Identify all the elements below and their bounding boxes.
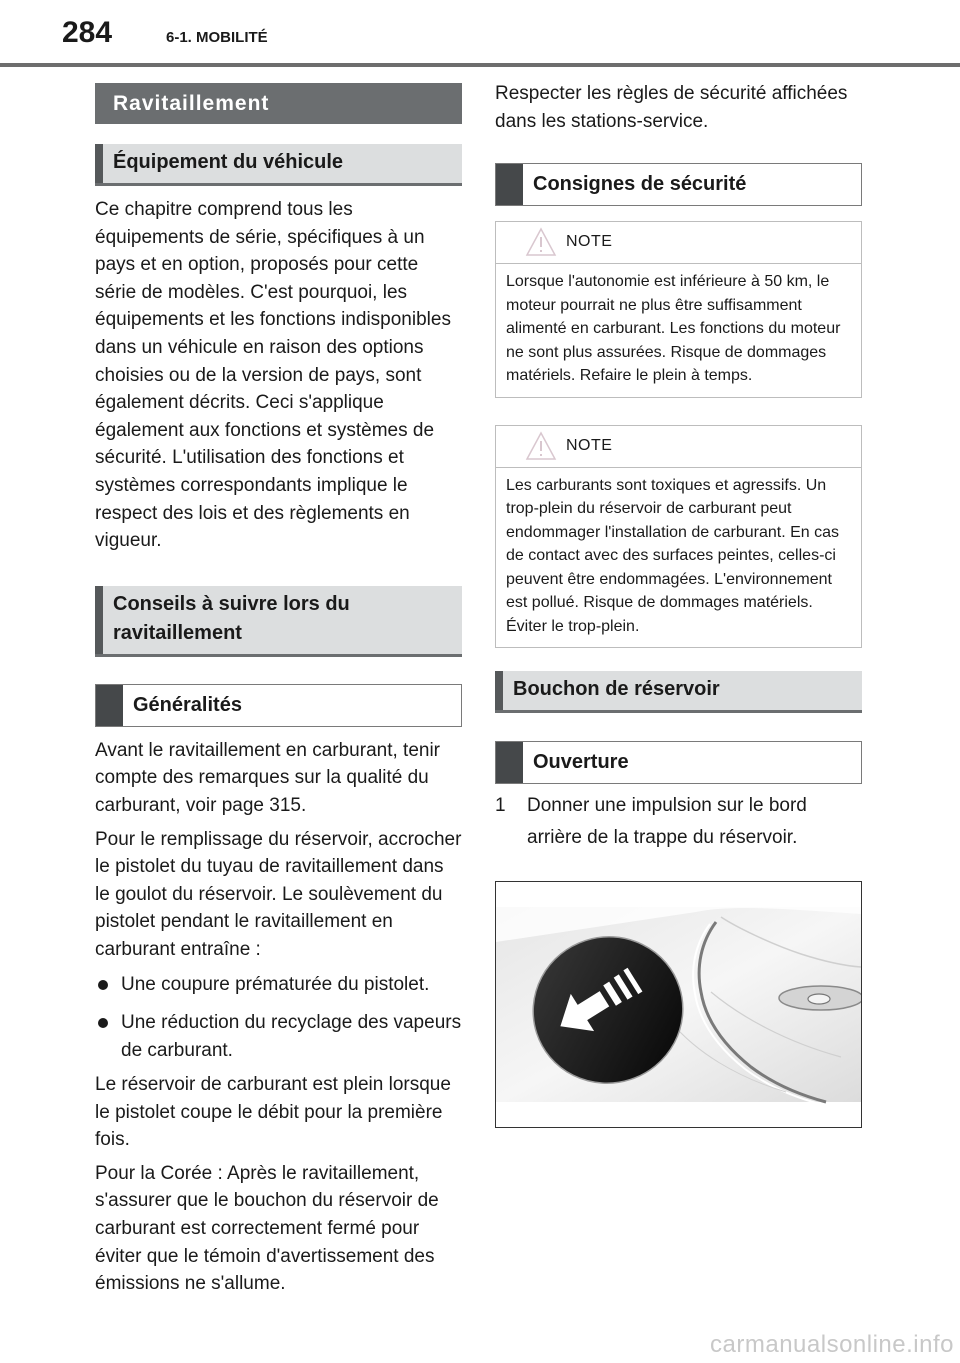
list-item bbox=[95, 971, 462, 1000]
general-paragraph-2: Pour le remplissage du réservoir, accrocher le pistolet du tuyau de ravitaillement dans le goulot du réservoir. Le soulèvement du pistolet pendant le ravitaillement en carburant entraîne : bbox=[95, 828, 462, 960]
safety-heading bbox=[495, 163, 862, 206]
right-column bbox=[495, 80, 862, 1128]
intro-paragraph: Respecter les règles de sécurité affichées dans les stations-service. bbox=[495, 83, 848, 132]
note-header bbox=[496, 222, 861, 264]
list-item bbox=[95, 1009, 462, 1066]
heading-bar bbox=[95, 144, 103, 183]
note-box-1 bbox=[495, 221, 862, 398]
header-divider bbox=[0, 63, 960, 67]
equipment-paragraph: Ce chapitre comprend tous les équipements de série, spécifiques à un pays et en option, proposés pour cette série de modèles. C'est pourquoi, les équipements et les fonctions indisponibles dans un véhicule en raison des options choisies ou de la version de pays, sont également décrits. Ceci s'applique également aux fonctions et systèmes de sécurité. L'utilisation des fonctions et systèmes correspondants implique le respect des lois et des règlements en vigueur. bbox=[95, 199, 451, 552]
page-header bbox=[0, 0, 960, 68]
step-text: Donner une impulsion sur le bord arrière de la trappe du réservoir. bbox=[527, 795, 807, 849]
list-item-text: Une coupure prématurée du pistolet. bbox=[121, 974, 430, 996]
advice-heading bbox=[95, 586, 462, 657]
note-header bbox=[496, 426, 861, 468]
warning-icon bbox=[525, 431, 557, 461]
safety-heading-text: Consignes de sécurité bbox=[533, 173, 747, 196]
opening-heading-text: Ouverture bbox=[533, 751, 629, 774]
note-box-2 bbox=[495, 425, 862, 649]
heading-bar bbox=[95, 586, 103, 654]
heading-bar bbox=[496, 164, 523, 205]
heading-bar bbox=[495, 671, 503, 710]
cap-heading bbox=[495, 671, 862, 713]
watermark: carmanualsonline.info bbox=[710, 1331, 954, 1358]
main-heading: Ravitaillement bbox=[95, 83, 462, 124]
warning-icon bbox=[525, 227, 557, 257]
general-paragraph-3: Le réservoir de carburant est plein lorsque le pistolet coupe le débit pour la première fois. bbox=[95, 1073, 451, 1151]
general-paragraph-4: Pour la Corée : Après le ravitaillement, s'assurer que le bouchon du réservoir de carburant est correctement fermé pour éviter que le témoin d'avertissement des émissions ne s'allume. bbox=[95, 1162, 439, 1295]
advice-heading-text: Conseils à suivre lors du ravitaillement bbox=[113, 592, 350, 644]
fuel-flap-illustration bbox=[495, 881, 862, 1128]
section-title: 6-1. MOBILITÉ bbox=[166, 29, 268, 46]
equipment-heading-text: Équipement du véhicule bbox=[113, 151, 344, 173]
heading-bar bbox=[496, 742, 523, 783]
cap-heading-text: Bouchon de réservoir bbox=[513, 678, 720, 701]
general-heading-text: Généralités bbox=[133, 693, 242, 716]
bullet-list bbox=[95, 971, 462, 1066]
general-paragraph-1: Avant le ravitaillement en carburant, tenir compte des remarques sur la qualité du carburant, voir page 315. bbox=[95, 739, 440, 816]
list-item-text: Une réduction du recyclage des vapeurs de carburant. bbox=[121, 1011, 462, 1062]
note-label: NOTE bbox=[566, 436, 613, 454]
opening-heading bbox=[495, 741, 862, 784]
step-1 bbox=[495, 790, 862, 854]
note-text: Les carburants sont toxiques et agressifs. Un trop-plein du réservoir de carburant peut endommager l'installation de carburant. En cas de contact avec des surfaces peintes, celles-ci peuvent être endommagées. L'environnement est pollué. Risque de dommages matériels. Éviter le trop-plein. bbox=[506, 476, 840, 635]
step-number: 1 bbox=[495, 795, 506, 817]
bullet-icon bbox=[98, 980, 108, 990]
bullet-icon bbox=[98, 1018, 108, 1028]
fuel-flap-image bbox=[496, 882, 861, 1127]
left-column bbox=[95, 83, 462, 1298]
heading-bar bbox=[96, 685, 123, 726]
page-number: 284 bbox=[62, 16, 113, 49]
note-label: NOTE bbox=[566, 233, 613, 251]
note-text: Lorsque l'autonomie est inférieure à 50 km, le moteur pourrait ne plus être suffisamment alimenté en carburant. Les fonctions du moteur ne sont plus assurées. Risque de dommages matériels. Refaire le plein à temps. bbox=[506, 273, 841, 385]
general-heading bbox=[95, 684, 462, 727]
equipment-heading bbox=[95, 144, 462, 186]
